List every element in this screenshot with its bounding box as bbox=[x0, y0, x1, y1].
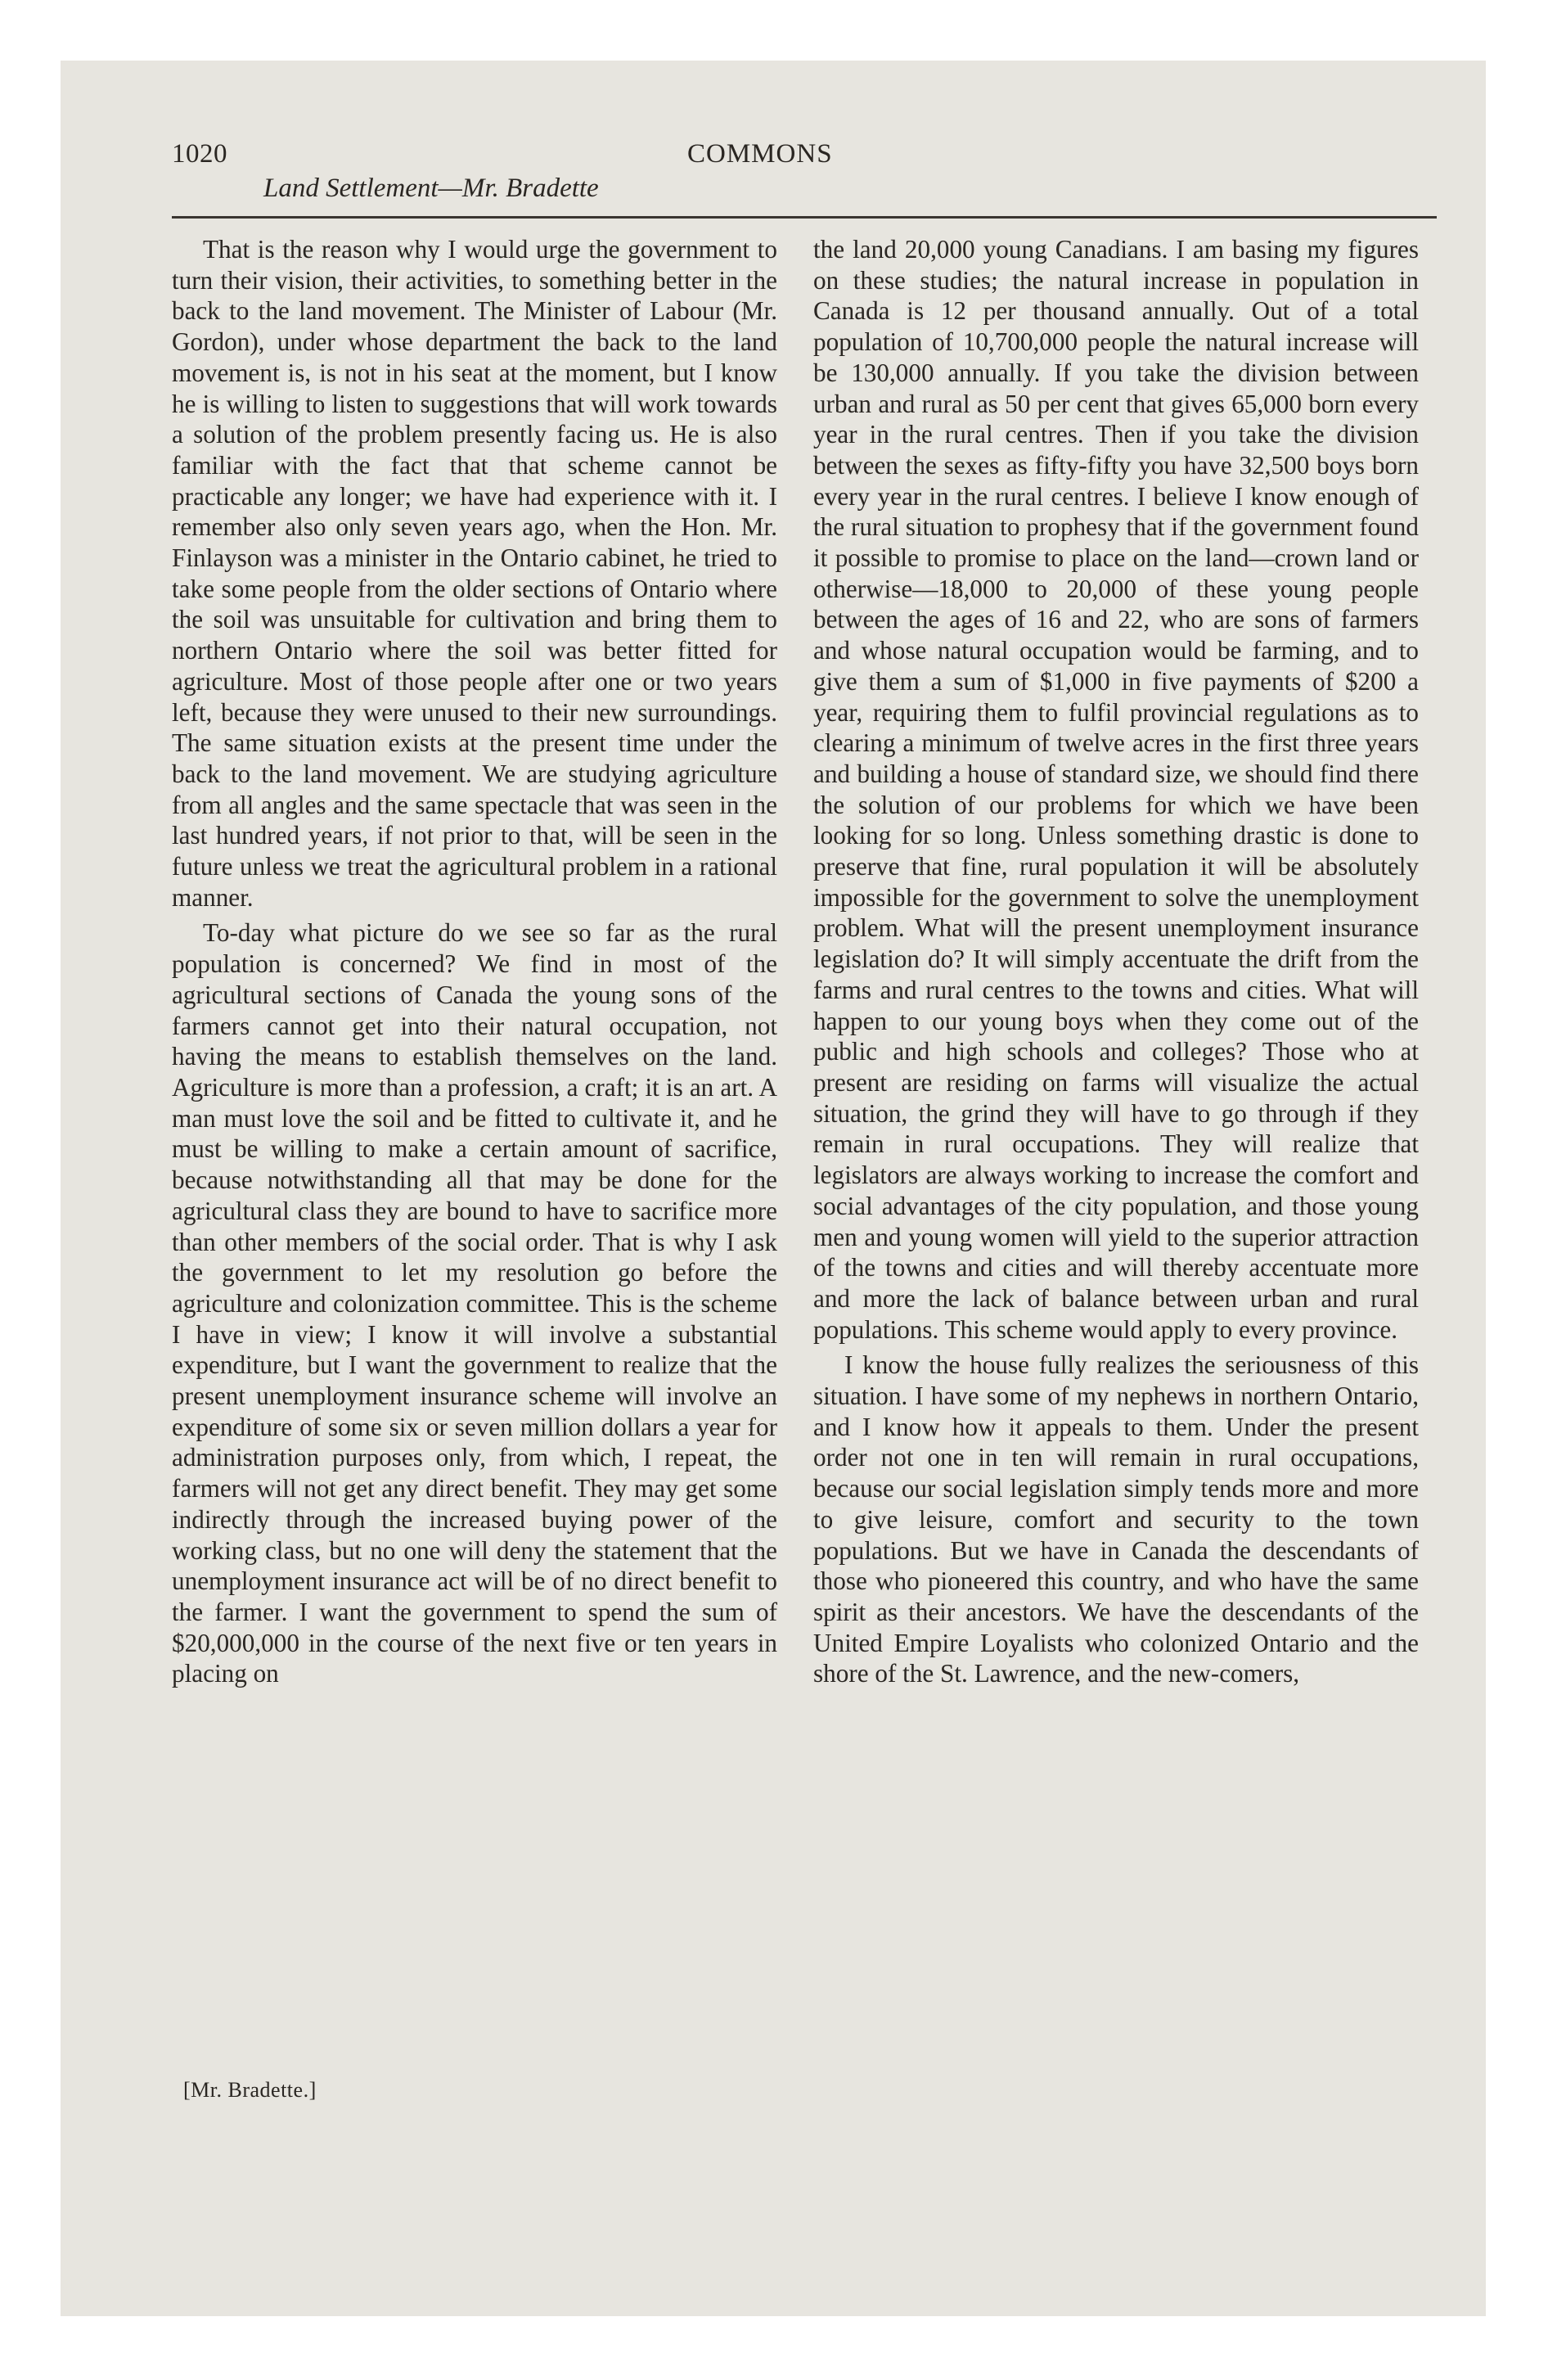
paragraph: That is the reason why I would urge the government to turn their vision, their activities, to something better in the back to the land movement. The Minister of Labour (Mr. Gordon), under whose department the back to the land movement is, is not in his seat at the moment, but I know he is willing to listen to suggestions that will work towards a solution of the problem presently facing us. He is also familiar with the fact that that scheme cannot be practicable any longer; we have had experience with it. I remember also only seven years ago, when the Hon. Mr. Finlayson was a minister in the Ontario cabinet, he tried to take some people from the older sections of Ontario where the soil was unsuitable for cultivation and bring them to northern Ontario where the soil was better fitted for agriculture. Most of those people after one or two years left, because they were unused to their new surroundings. The same situation exists at the present time under the back to the land movement. We are studying agriculture from all angles and the same spectacle that was seen in the last hundred years, if not prior to that, will be seen in the future unless we treat the agricultural problem in a rational manner. bbox=[172, 235, 777, 912]
speaker-note: [Mr. Bradette.] bbox=[183, 2078, 317, 2102]
paragraph: I know the house fully realizes the seriousness of this situation. I have some of my nephews in northern Ontario, and I know how it appeals to them. Under the present order not one in ten will remain in rural occupations, because our social legislation simply tends more and more to give leisure, comfort and security to the town populations. But we have in Canada the descendants of those who pioneered this country, and who have the same spirit as their ancestors. We have the descendants of the United Empire Loyalists who colonized Ontario and the shore of the St. Lawrence, and the new-comers, bbox=[813, 1350, 1419, 1688]
right-column bbox=[813, 234, 1419, 1689]
running-subhead: Land Settlement—Mr. Bradette bbox=[263, 174, 599, 203]
paragraph: the land 20,000 young Canadians. I am basing my figures on these studies; the natural increase in population in Canada is 12 per thousand annually. Out of a total population of 10,700,000 people the natural increase will be 130,000 annually. If you take the division between urban and rural as 50 per cent that gives 65,000 born every year in the rural centres. Then if you take the division between the sexes as fifty-fifty you have 32,500 boys born every year in the rural centres. I believe I know enough of the rural situation to prophesy that if the government found it possible to promise to place on the land—crown land or otherwise—18,000 to 20,000 of these young people between the ages of 16 and 22, who are sons of farmers and whose natural occupation would be farming, and to give them a sum of $1,000 in five payments of $200 a year, requiring them to fulfil provincial regulations as to clearing a minimum of twelve acres in the first three years and building a house of standard size, we should find there the solution of our problems for which we have been looking for so long. Unless something drastic is done to preserve that fine, rural population it will be absolutely impossible for the government to solve the unemployment problem. What will the present unemployment insurance legislation do? It will simply accentuate the drift from the farms and rural centres to the towns and cities. What will happen to our young boys when they come out of the public and high schools and colleges? Those who at present are residing on farms will visualize the actual situation, the grind they will have to go through if they remain in rural occupations. They will realize that legislators are always working to increase the comfort and social advantages of the city population, and those young men and young women will yield to the superior attraction of the towns and cities and will thereby accentuate more and more the lack of balance between urban and rural populations. This scheme would apply to every province. bbox=[813, 235, 1419, 1344]
page-number: 1020 bbox=[172, 139, 227, 169]
header-rule bbox=[172, 216, 1437, 219]
running-head: COMMONS bbox=[687, 139, 833, 169]
paragraph: To-day what picture do we see so far as the rural population is concerned? We find in most of the agricultural sections of Canada the young sons of the farmers cannot get into their natural occupation, not having the means to establish themselves on the land. Agriculture is more than a profession, a craft; it is an art. A man must love the soil and be fitted to cultivate it, and he must be willing to make a certain amount of sacrifice, because notwithstanding all that may be done for the agricultural class they are bound to have to sacrifice more than other members of the social order. That is why I ask the government to let my resolution go before the agriculture and colonization committee. This is the scheme I have in view; I know it will involve a substantial expenditure, but I want the government to realize that the present unemployment insurance scheme will involve an expenditure of some six or seven million dollars a year for administration purposes only, from which, I repeat, the farmers will not get any direct benefit. They may get some indirectly through the increased buying power of the working class, but no one will deny the statement that the unemployment insurance act will be of no direct benefit to the farmer. I want the government to spend the sum of $20,000,000 in the course of the next five or ten years in placing on bbox=[172, 918, 777, 1688]
left-column bbox=[172, 234, 777, 1689]
